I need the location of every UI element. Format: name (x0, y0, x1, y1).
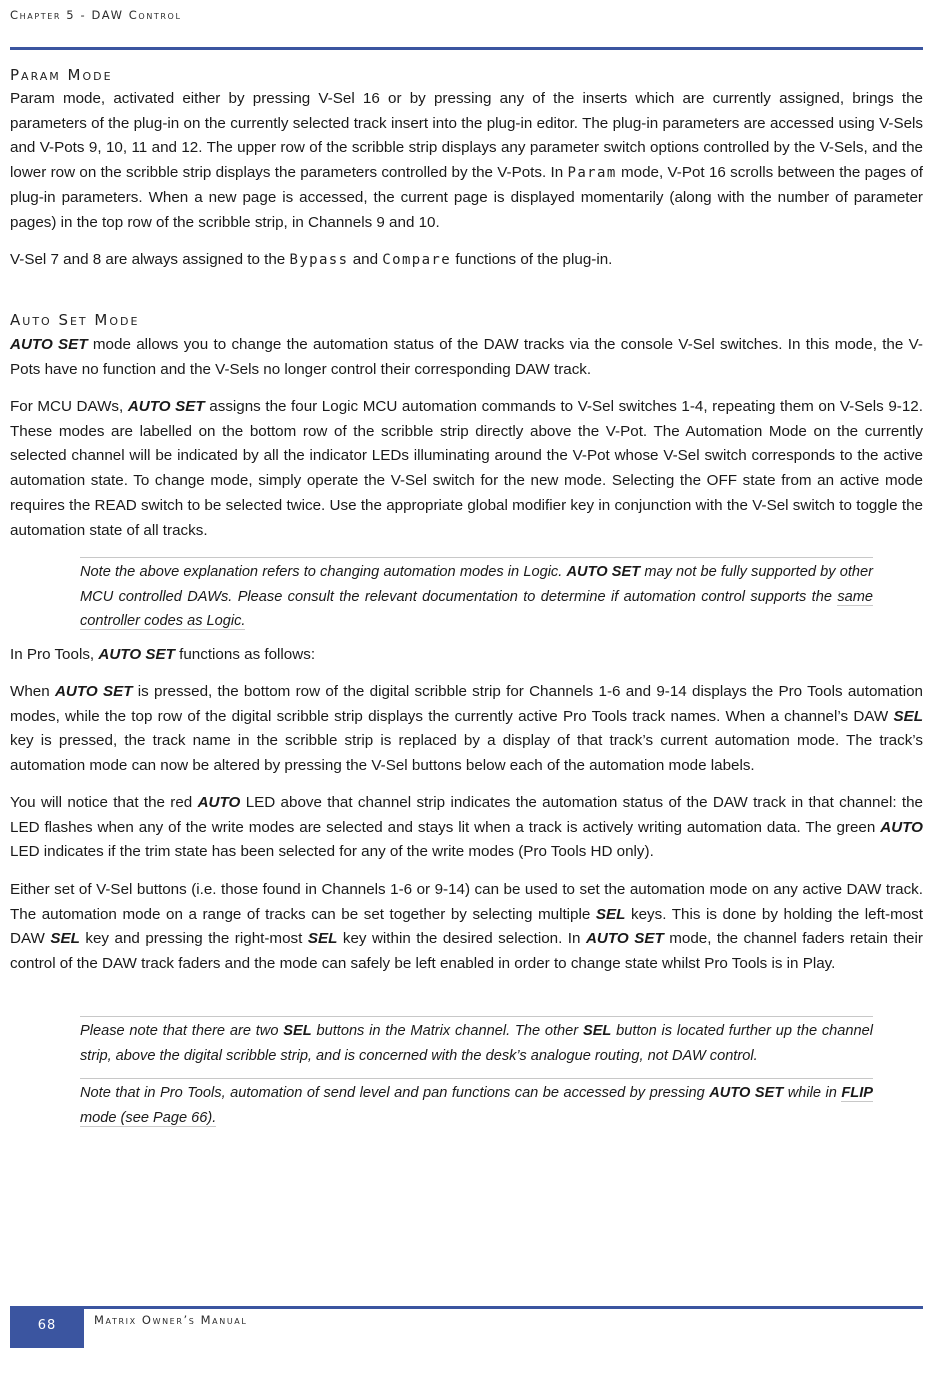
text: LED above that channel strip indicates the automation status of the DAW track in that channel: the LED flashes when any of the write modes are selected and stays lit when a track is actively writing automation data. The green (10, 794, 923, 836)
keyword: AUTO SET (10, 336, 88, 353)
text: while in (787, 1085, 837, 1101)
text: and (352, 251, 379, 268)
text: Note the above explanation refers to changing automation modes in Logic. (80, 564, 563, 580)
header-rule (10, 47, 923, 50)
text: Note that in Pro Tools, automation of send level and pan functions can be accessed by pressing (80, 1085, 705, 1101)
keyword: SEL (893, 707, 923, 725)
keyword: SEL (595, 905, 626, 923)
text: Param mode, activated either by pressing V-Sel 16 or by pressing any of the inserts which are currently assigned, brings the parameters of the plug-in on the currently selected track insert into the plug-in editor. The plug-in parameters are accessed using V-Sels and V-Pots 9, 10, 11 and 12. The upper row of the scribble strip displays any parameter switch options controlled by the V-Sels, and the lower row on the scribble strip displays the parameters controlled by the V-Pots. In (10, 90, 923, 182)
section-title-auto-set-mode: Auto Set Mode (10, 311, 140, 329)
manual-title: Matrix Owner’s Manual (94, 1313, 248, 1327)
text: is pressed, the bottom row of the digital scribble strip for Channels 1-6 and 9-14 displays the Pro Tools automation modes, while the top row of the digital scribble strip displays the currently active Pro Tools track names. When a channel’s DAW (10, 683, 923, 725)
keyword: FLIP (841, 1085, 873, 1101)
text: mode (see Page 66). (80, 1109, 217, 1126)
text: key is pressed, the track name in the scribble strip is replaced by a display of that track’s current automation mode. The track’s automation mode can now be altered by pressing the V-Sel buttons below each of the automation mode labels. (10, 732, 923, 775)
text: LED indicates if the trim state has been selected for any of the write modes (Pro Tools HD only). (10, 843, 654, 861)
keyword: AUTO (197, 794, 241, 811)
text: key and pressing the right-most (85, 930, 303, 948)
text: You will notice that the red (10, 794, 193, 811)
keyword: AUTO SET (54, 683, 133, 700)
text: For MCU DAWs, (10, 398, 124, 415)
text: key within the desired selection. In (342, 930, 581, 948)
paragraph (10, 878, 923, 977)
keyword: AUTO (880, 818, 923, 836)
paragraph (10, 680, 923, 779)
note-box (80, 1016, 873, 1068)
paragraph (10, 248, 923, 273)
text: functions of the plug-in. (455, 251, 613, 268)
paragraph (10, 643, 923, 668)
lcd-text: Compare (382, 252, 452, 268)
text: Please note that there are two (80, 1023, 279, 1039)
text: functions as follows: (179, 646, 316, 663)
text: keys. This is done by holding the left-most DAW (10, 905, 923, 948)
keyword: SEL (582, 1023, 612, 1039)
text: same controller codes as Logic. (80, 588, 873, 630)
page-number-box (10, 1306, 84, 1348)
text: button is located further up the channel strip, above the digital scribble strip, and is concerned with the desk’s analogue routing, not DAW control. (80, 1023, 873, 1064)
chapter-header: Chapter 5 - DAW Control (10, 8, 182, 22)
keyword: SEL (283, 1023, 312, 1039)
text: assigns the four Logic MCU automation commands to V-Sel switches 1-4, repeating them on V-Sels 9-12. These modes are labelled on the bottom row of the scribble strip directly above the V-Pot. The Automation Mode on the currently selected channel will be indicated by all the indicator LEDs illuminating around the V-Pot whose V-Sel switch corresponds to the active automation state. To change mode, simply operate the V-Sel switch for the new mode. Selecting the OFF state from an active mode requires the READ switch to be selected twice. Use the appropriate global modifier key in conjunction with the V-Sel switch to toggle the automation state of all tracks. (10, 398, 923, 539)
text: mode, V-Pot 16 scrolls between the pages of plug-in parameters. When a new page is accessed, the current page is displayed momentarily (along with the number of parameter pages) in the top row of the scribble strip, in Channels 9 and 10. (10, 164, 923, 231)
lcd-text: Param (567, 165, 617, 182)
keyword: AUTO SET (127, 398, 205, 415)
keyword: SEL (307, 930, 338, 948)
text: may not be fully supported by other MCU controlled DAWs. Please consult the relevant documentation to determine if automation control supports the (80, 564, 873, 605)
text: mode, the channel faders retain their control of the DAW track faders and the mode can safely be left enabled in order to change state whilst Pro Tools is in Play. (10, 930, 923, 973)
paragraph (10, 395, 923, 543)
paragraph (10, 791, 923, 865)
keyword: AUTO SET (709, 1085, 784, 1101)
paragraph (10, 333, 923, 382)
text: V-Sel 7 and 8 are always assigned to the (10, 251, 286, 268)
footer-rule (10, 1306, 923, 1309)
note-box (80, 557, 873, 634)
note-box (80, 1078, 873, 1130)
keyword: AUTO SET (585, 930, 664, 948)
paragraph (10, 87, 923, 235)
page-number: 68 (37, 1318, 57, 1333)
text: Either set of V-Sel buttons (i.e. those found in Channels 1-6 or 9-14) can be used to set the automation mode on any active DAW track. The automation mode on a range of tracks can be set together by selecting multiple (10, 881, 923, 923)
keyword: AUTO SET (566, 564, 641, 580)
keyword: SEL (50, 930, 80, 948)
text: When (10, 683, 50, 700)
lcd-text: Bypass (289, 252, 349, 268)
text: In Pro Tools, (10, 646, 95, 663)
section-title-param-mode: Param Mode (10, 66, 113, 84)
keyword: AUTO SET (98, 646, 175, 663)
text: buttons in the Matrix channel. The other (316, 1023, 579, 1039)
text: mode allows you to change the automation status of the DAW tracks via the console V-Sel switches. In this mode, the V-Pots have no function and the V-Sels no longer control their corresponding DAW track. (10, 336, 923, 378)
